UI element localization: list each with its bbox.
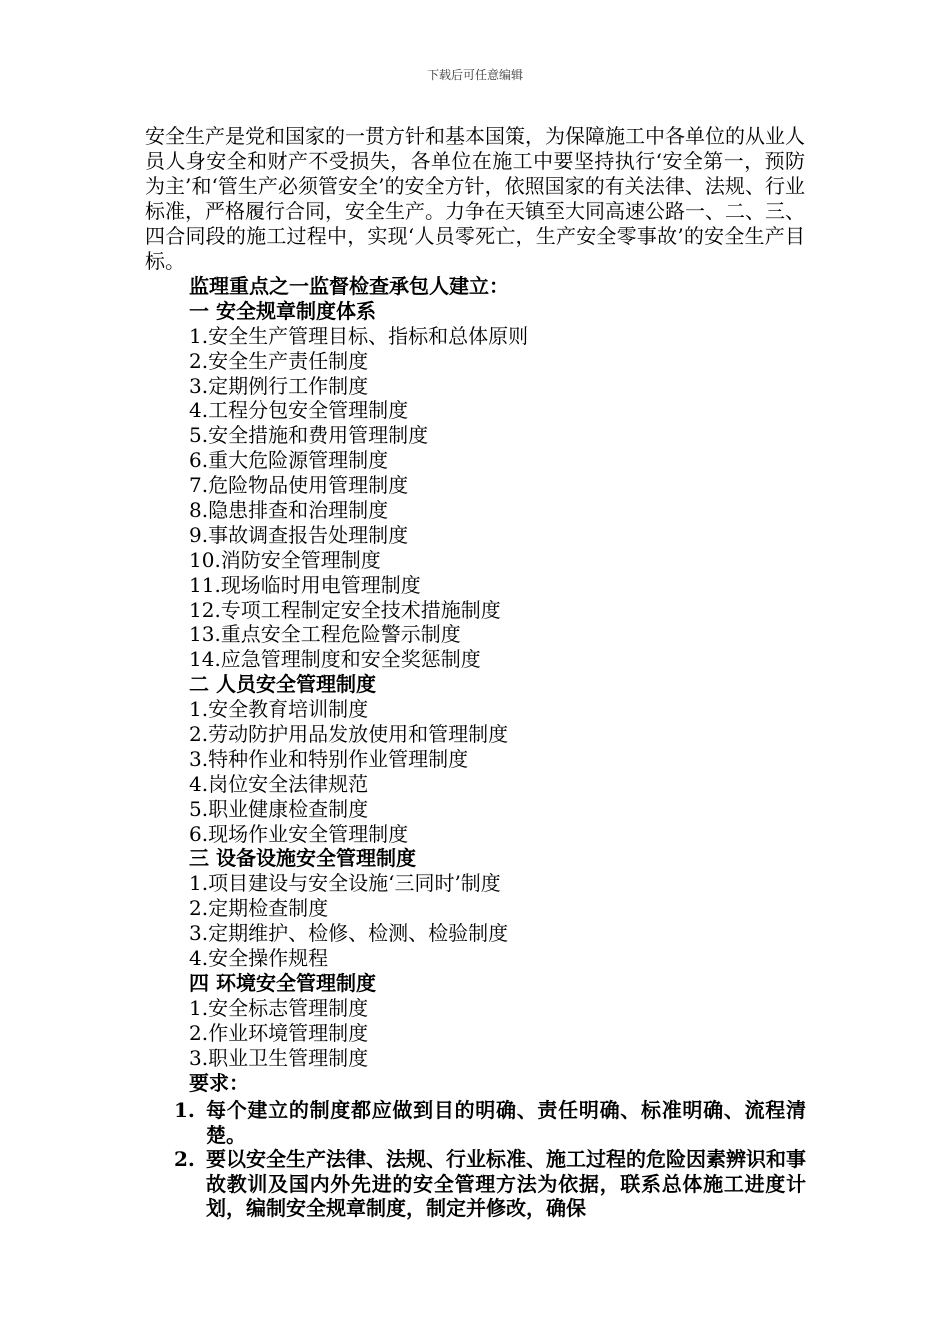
list-item: 7.危险物品使用管理制度 <box>189 473 409 498</box>
outline <box>189 274 809 1095</box>
intro-paragraph <box>145 124 805 274</box>
list-item: 4.工程分包安全管理制度 <box>189 398 409 423</box>
list-item: 3.定期维护、检修、检测、检验制度 <box>189 921 509 946</box>
page-header-note: 下载后可任意编辑 <box>426 68 523 82</box>
requirement-item <box>174 1147 806 1221</box>
list-item: 3.职业卫生管理制度 <box>189 1045 369 1070</box>
list-item: 1.安全生产管理目标、指标和总体原则 <box>189 323 529 348</box>
lead-heading: 监理重点之一监督检查承包人建立： <box>189 274 509 298</box>
list-item: 3.特种作业和特别作业管理制度 <box>189 746 469 771</box>
list-item: 9.事故调查报告处理制度 <box>189 522 409 547</box>
section-title: 一 安全规章制度体系 <box>189 298 376 323</box>
section-title: 三 设备设施安全管理制度 <box>189 846 416 871</box>
requirement-item <box>174 1098 806 1147</box>
list-item: 1.安全标志管理制度 <box>189 995 369 1020</box>
list-item: 1.项目建设与安全设施‘三同时’制度 <box>189 871 501 896</box>
list-item: 5.职业健康检查制度 <box>189 796 369 821</box>
requirements-list <box>174 1098 806 1221</box>
intro-text: 安全生产是党和国家的一贯方针和基本国策，为保障施工中各单位的从业人员人身安全和财产不受损失，各单位在施工中要坚持执行‘安全第一，预防为主’和‘管生产必须管安全’的安全方针，依照国家的有关法律、法规、行业标准，严格履行合同，安全生产。力争在天镇至大同高速公路一、二、三、四合同段的施工过程中，实现‘人员零死亡，生产安全零事故’的安全生产目标。 <box>145 124 805 273</box>
list-item: 11.现场临时用电管理制度 <box>189 572 421 597</box>
requirement-number: 1. <box>174 1098 195 1122</box>
list-item: 1.安全教育培训制度 <box>189 697 369 722</box>
section-title: 二 人员安全管理制度 <box>189 672 376 697</box>
list-item: 14.应急管理制度和安全奖惩制度 <box>189 647 481 672</box>
list-item: 2.作业环境管理制度 <box>189 1020 369 1045</box>
list-item: 8.隐患排查和治理制度 <box>189 498 389 523</box>
requirements-title: 要求： <box>189 1070 249 1095</box>
section-title: 四 环境安全管理制度 <box>189 970 376 995</box>
list-item: 2.定期检查制度 <box>189 896 329 921</box>
requirement-number: 2. <box>174 1147 195 1172</box>
list-item: 6.现场作业安全管理制度 <box>189 821 409 846</box>
list-item: 10.消防安全管理制度 <box>189 547 381 572</box>
list-item: 6.重大危险源管理制度 <box>189 448 389 473</box>
list-item: 2.安全生产责任制度 <box>189 348 369 373</box>
list-item: 4.岗位安全法律规范 <box>189 771 369 796</box>
list-item: 12.专项工程制定安全技术措施制度 <box>189 597 501 622</box>
list-item: 4.安全操作规程 <box>189 946 329 971</box>
list-item: 3.定期例行工作制度 <box>189 373 369 398</box>
requirement-text: 每个建立的制度都应做到目的明确、责任明确、标准明确、流程清楚。 <box>206 1098 806 1147</box>
list-item: 2.劳动防护用品发放使用和管理制度 <box>189 722 509 747</box>
requirement-text: 要以安全生产法律、法规、行业标准、施工过程的危险因素辨识和事故教训及国内外先进的安全管理方法为依据，联系总体施工进度计划，编制安全规章制度，制定并修改，确保 <box>206 1147 806 1221</box>
list-item: 13.重点安全工程危险警示制度 <box>189 622 461 647</box>
list-item: 5.安全措施和费用管理制度 <box>189 423 429 448</box>
